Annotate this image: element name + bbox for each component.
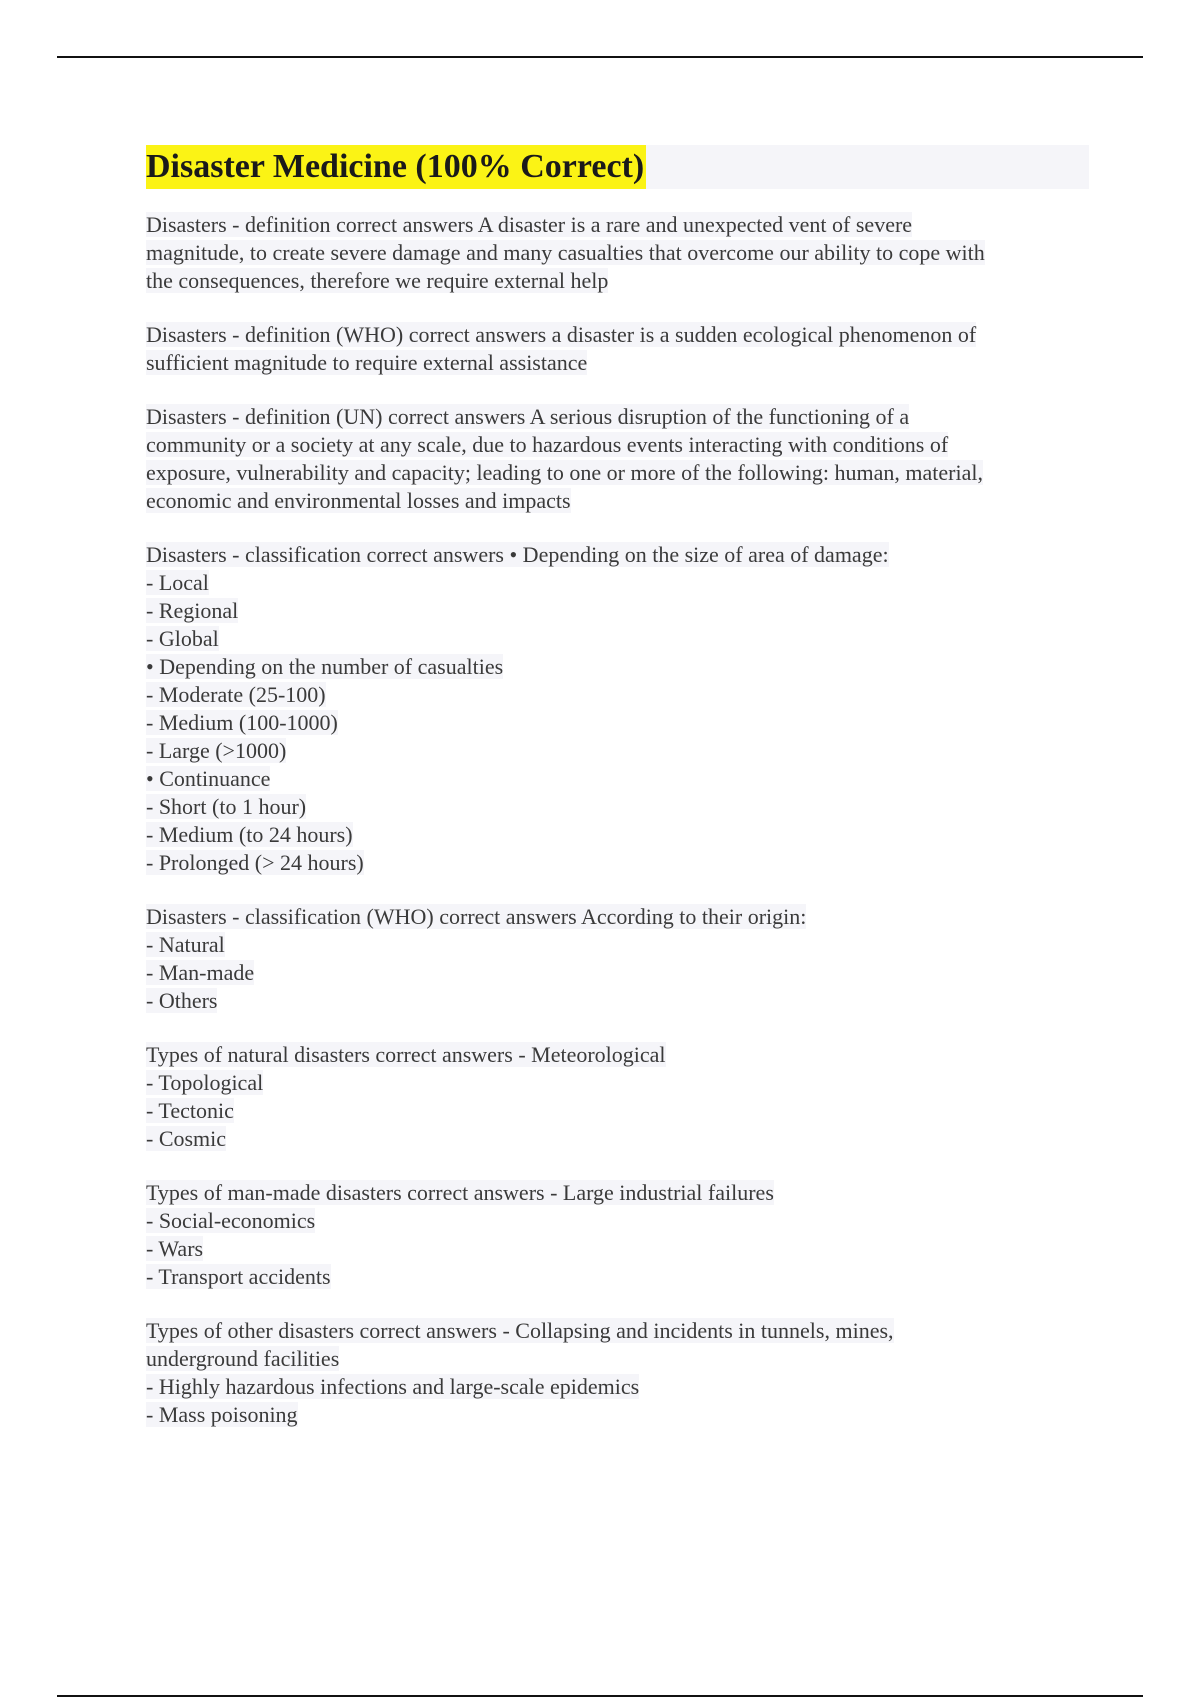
line-text: - Wars — [146, 1236, 204, 1261]
qa-answer-line — [146, 349, 1089, 377]
qa-answer-line — [146, 239, 1089, 267]
line-text: Disasters - definition correct answers A disaster is a rare and unexpected vent of severe — [146, 212, 913, 237]
qa-answer-line — [146, 1401, 1089, 1429]
qa-answer-line — [146, 459, 1089, 487]
qa-entry — [146, 903, 1089, 1015]
qa-entry — [146, 403, 1089, 515]
qa-answer-line — [146, 765, 1089, 793]
qa-entry — [146, 1179, 1089, 1291]
line-text: - Others — [146, 988, 218, 1013]
line-text: Types of natural disasters correct answers - Meteorological — [146, 1042, 666, 1067]
line-text: - Topological — [146, 1070, 264, 1095]
qa-answer-line — [146, 653, 1089, 681]
line-text: - Natural — [146, 932, 225, 957]
qa-entries — [146, 211, 1089, 1429]
line-text: - Regional — [146, 598, 239, 623]
line-text: - Mass poisoning — [146, 1402, 298, 1427]
line-text: sufficient magnitude to require external assistance — [146, 350, 588, 375]
line-text: - Local — [146, 570, 209, 595]
line-text: Disasters - definition (UN) correct answers A serious disruption of the functioning of a — [146, 404, 910, 429]
qa-question-line — [146, 403, 1089, 431]
line-text: Types of other disasters correct answers - Collapsing and incidents in tunnels, mines, — [146, 1318, 894, 1343]
line-text: Disasters - classification correct answers • Depending on the size of area of damage: — [146, 542, 889, 567]
qa-answer-line — [146, 1069, 1089, 1097]
qa-answer-line — [146, 959, 1089, 987]
qa-answer-line — [146, 1125, 1089, 1153]
line-text: - Social-economics — [146, 1208, 316, 1233]
qa-answer-line — [146, 709, 1089, 737]
qa-question-line — [146, 903, 1089, 931]
line-text: - Tectonic — [146, 1098, 234, 1123]
qa-answer-line — [146, 821, 1089, 849]
qa-question-line — [146, 1179, 1089, 1207]
line-text: underground facilities — [146, 1346, 340, 1371]
qa-answer-line — [146, 569, 1089, 597]
qa-answer-line — [146, 737, 1089, 765]
line-text: magnitude, to create severe damage and many casualties that overcome our ability to cope with — [146, 240, 985, 265]
qa-answer-line — [146, 931, 1089, 959]
qa-question-line — [146, 321, 1089, 349]
line-text: - Highly hazardous infections and large-scale epidemics — [146, 1374, 640, 1399]
line-text: - Global — [146, 626, 219, 651]
qa-question-line — [146, 211, 1089, 239]
qa-entry — [146, 1317, 1089, 1429]
qa-answer-line — [146, 1373, 1089, 1401]
qa-answer-line — [146, 1263, 1089, 1291]
document-body — [146, 145, 1089, 1455]
line-text: - Man-made — [146, 960, 255, 985]
qa-entry — [146, 1041, 1089, 1153]
line-text: Types of man-made disasters correct answers - Large industrial failures — [146, 1180, 774, 1205]
line-text: - Medium (to 24 hours) — [146, 822, 353, 847]
qa-answer-line — [146, 987, 1089, 1015]
line-text: - Large (>1000) — [146, 738, 287, 763]
footer-rule — [57, 1695, 1143, 1697]
line-text: - Short (to 1 hour) — [146, 794, 307, 819]
qa-entry — [146, 211, 1089, 295]
line-text: economic and environmental losses and impacts — [146, 488, 571, 513]
qa-entry — [146, 321, 1089, 377]
line-text: - Medium (100-1000) — [146, 710, 338, 735]
line-text: the consequences, therefore we require external help — [146, 268, 609, 293]
qa-answer-line — [146, 625, 1089, 653]
line-text: - Prolonged (> 24 hours) — [146, 850, 364, 875]
qa-answer-line — [146, 793, 1089, 821]
qa-answer-line — [146, 487, 1089, 515]
qa-answer-line — [146, 1235, 1089, 1263]
line-text: Disasters - classification (WHO) correct answers According to their origin: — [146, 904, 807, 929]
qa-question-line — [146, 1317, 1089, 1345]
line-text: - Cosmic — [146, 1126, 227, 1151]
document-title: Disaster Medicine (100% Correct) — [146, 145, 646, 189]
line-text: - Transport accidents — [146, 1264, 331, 1289]
qa-answer-line — [146, 1207, 1089, 1235]
qa-answer-line — [146, 849, 1089, 877]
qa-answer-line — [146, 1345, 1089, 1373]
line-text: • Depending on the number of casualties — [146, 654, 504, 679]
qa-answer-line — [146, 597, 1089, 625]
title-band — [146, 145, 1089, 189]
header-rule — [57, 56, 1143, 58]
line-text: exposure, vulnerability and capacity; leading to one or more of the following: human, material, — [146, 460, 983, 485]
qa-question-line — [146, 1041, 1089, 1069]
line-text: community or a society at any scale, due to hazardous events interacting with conditions of — [146, 432, 949, 457]
qa-answer-line — [146, 267, 1089, 295]
qa-entry — [146, 541, 1089, 877]
line-text: • Continuance — [146, 766, 271, 791]
line-text: - Moderate (25-100) — [146, 682, 326, 707]
qa-answer-line — [146, 681, 1089, 709]
line-text: Disasters - definition (WHO) correct answers a disaster is a sudden ecological phenomenon of — [146, 322, 977, 347]
qa-answer-line — [146, 431, 1089, 459]
qa-question-line — [146, 541, 1089, 569]
qa-answer-line — [146, 1097, 1089, 1125]
